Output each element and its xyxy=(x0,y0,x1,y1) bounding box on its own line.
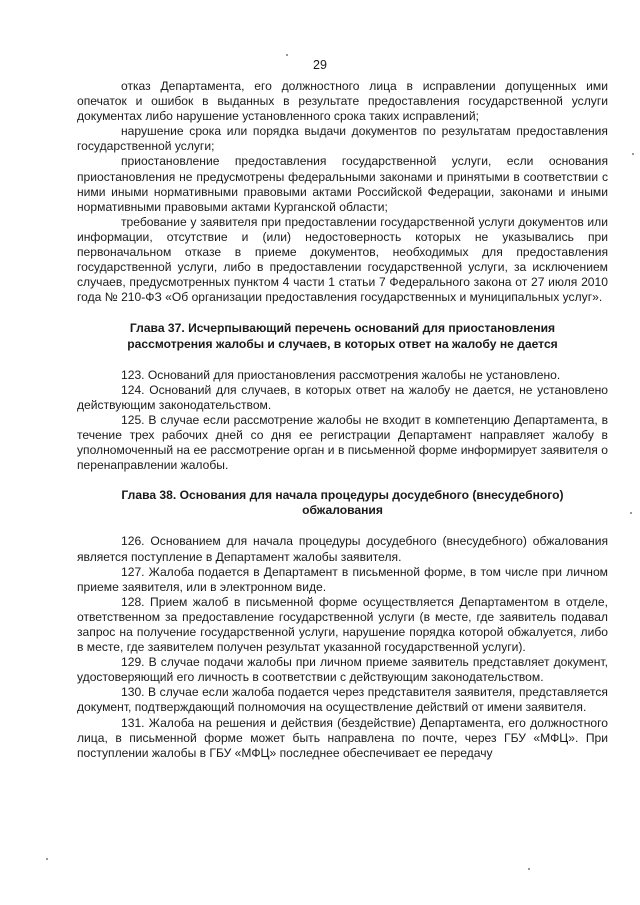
document-body xyxy=(77,79,608,761)
paragraph-127: 127. Жалоба подается в Департамент в письменной форме, в том числе при личном приеме заявителя, или в электронном виде. xyxy=(77,564,608,594)
scan-speck xyxy=(632,153,634,155)
scan-speck xyxy=(630,512,632,514)
chapter-heading-37: Глава 37. Исчерпывающий перечень оснований для приостановления рассмотрения жалобы и случаев, в которых ответ на жалобу не дается xyxy=(127,321,558,351)
paragraph-123: 123. Оснований для приостановления рассмотрения жалобы не установлено. xyxy=(121,367,561,382)
scan-speck xyxy=(46,858,48,860)
paragraph: требование у заявителя при предоставлении государственной услуги документов или информации, отсутствие и (или) недостоверность которых не указывались при первоначальном отказе в приеме документов, необходимых для предоставления государственной услуги, либо в предоставлении государственной услуги, за исключением случаев, предусмотренных пунктом 4 части 1 статьи 7 Федерального закона от 27 июля 2010 года № 210-ФЗ «Об организации предоставления государственных и муниципальных услуг». xyxy=(77,214,608,305)
paragraph-126: 126. Основанием для начала процедуры досудебного (внесудебного) обжалования является поступление в Департамент жалобы заявителя. xyxy=(77,534,608,564)
paragraph: нарушение срока или порядка выдачи документов по результатам предоставления государственной услуги; xyxy=(77,124,608,154)
paragraph-130: 130. В случае если жалоба подается через представителя заявителя, представляется документ, подтверждающий полномочия на осуществление действий от имени заявителя. xyxy=(77,685,608,715)
paragraph-131: 131. Жалоба на решения и действия (бездействие) Департамента, его должностного лица, в письменной форме может быть направлена по почте, через ГБУ «МФЦ». При поступлении жалобы в ГБУ «МФЦ» последнее обеспечивает ее передачу xyxy=(77,715,608,760)
chapter-heading-38: Глава 38. Основания для начала процедуры досудебного (внесудебного) обжалования xyxy=(121,488,564,518)
page-number: 29 xyxy=(313,58,327,72)
paragraph: отказ Департамента, его должностного лица в исправлении допущенных ими опечаток и ошибок в выданных в результате предоставления государственной услуги документах либо нарушение установленного срока таких исправлений; xyxy=(77,79,608,124)
scan-speck xyxy=(528,868,530,870)
paragraph-124: 124. Оснований для случаев, в которых ответ на жалобу не дается, не установлено действующим законодательством. xyxy=(77,382,608,412)
paragraph-125: 125. В случае если рассмотрение жалобы не входит в компетенцию Департамента, в течение трех рабочих дней со дня ее регистрации Департамент направляет жалобу в уполномоченный на ее рассмотрение орган и в письменной форме информирует заявителя о перенаправлении жалобы. xyxy=(77,412,608,473)
paragraph: приостановление предоставления государственной услуги, если основания приостановления не предусмотрены федеральными законами и принятыми в соответствии с ними иными нормативными правовыми актами Российской Федерации, законами и иными нормативными правовыми актами Курганской области; xyxy=(77,154,608,214)
scan-speck xyxy=(286,54,288,56)
paragraph-129: 129. В случае подачи жалобы при личном приеме заявитель представляет документ, удостоверяющий его личность в соответствии с действующим законодательством. xyxy=(77,655,608,685)
paragraph-128: 128. Прием жалоб в письменной форме осуществляется Департаментом в отделе, ответственном за предоставление государственной услуги (в месте, где заявитель подавал запрос на получение государственной услуги, нарушение порядка которой обжалуется, либо в месте, где заявителем получен результат указанной государственной услуги). xyxy=(77,594,608,655)
